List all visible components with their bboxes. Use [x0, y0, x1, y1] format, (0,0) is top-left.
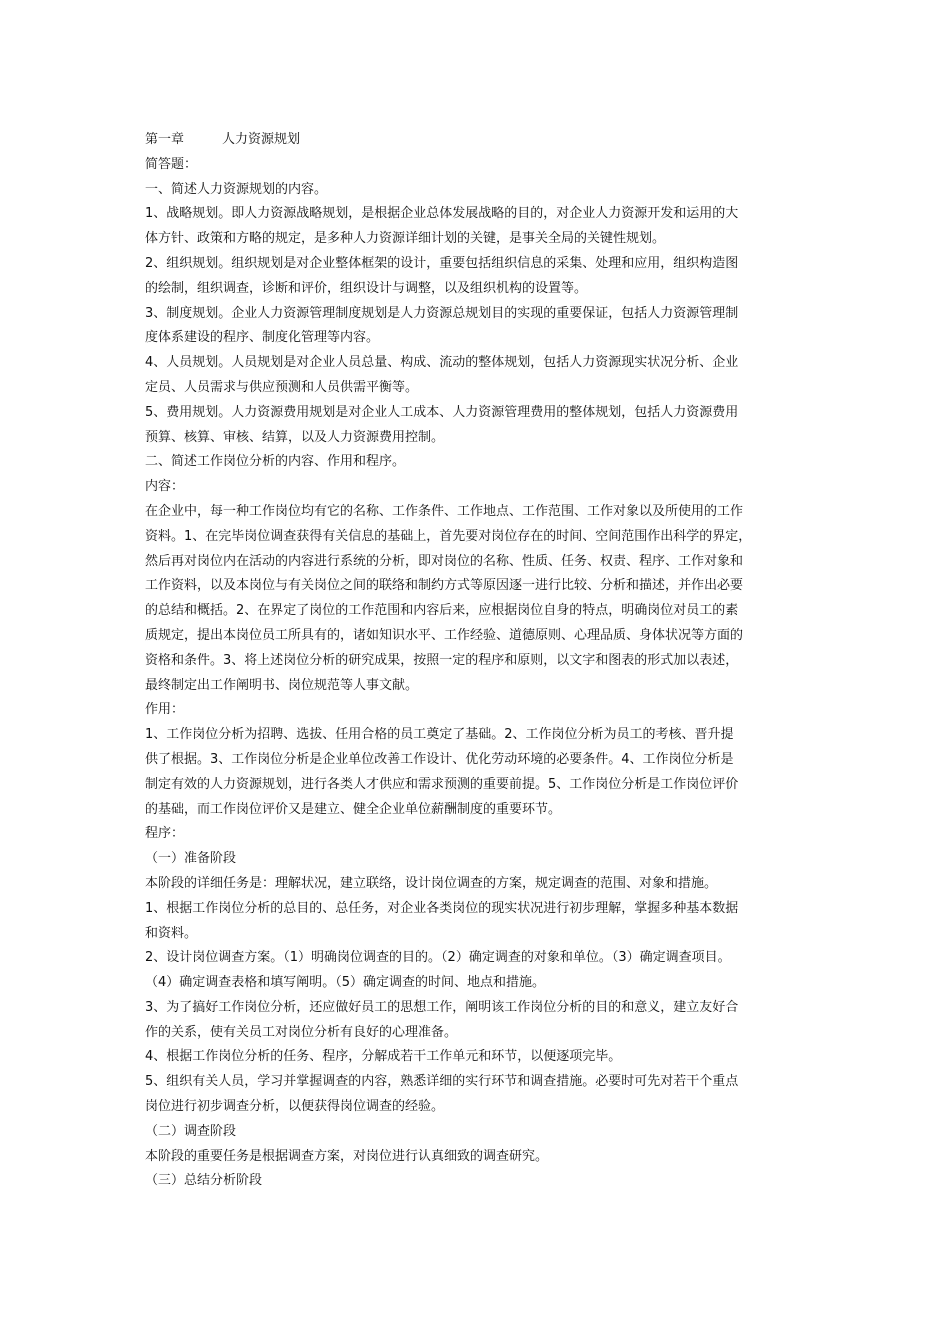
text-line: 质规定，提出本岗位员工所具有的，诸如知识水平、工作经验、道德原则、心理品质、身体状况等方面的 [145, 627, 744, 643]
text-line: 资格和条件。3、将上述岗位分析的研究成果，按照一定的程序和原则，以文字和图表的形式加以表述， [145, 652, 739, 668]
text-line: 程序： [145, 826, 185, 842]
text-line: 本阶段的重要任务是根据调查方案，对岗位进行认真细致的调查研究。 [145, 1148, 549, 1164]
text-line: 然后再对岗位内在活动的内容进行系统的分析，即对岗位的名称、性质、任务、权责、程序、工作对象和 [145, 553, 744, 569]
text-line: 预算、核算、审核、结算，以及人力资源费用控制。 [145, 429, 445, 445]
text-line: 的总结和概括。2、在界定了岗位的工作范围和内容后来，应根据岗位自身的特点，明确岗位对员工的素 [145, 603, 739, 619]
text-line: 1、根据工作岗位分析的总目的、总任务，对企业各类岗位的现实状况进行初步理解，掌握多种基本数据 [145, 900, 739, 916]
text-line: 作的关系，使有关员工对岗位分析有良好的心理准备。 [145, 1024, 458, 1040]
chapter-number: 第一章 [145, 132, 185, 147]
chapter-heading [145, 128, 815, 153]
text-line: 工作资料，以及本岗位与有关岗位之间的联络和制约方式等原因逐一进行比较、分析和描述，并作出必要 [145, 578, 744, 594]
text-line: 5、费用规划。人力资源费用规划是对企业人工成本、人力资源管理费用的整体规划，包括人力资源费用 [145, 404, 739, 420]
text-line: 2、设计岗位调查方案。（1）明确岗位调查的目的。（2）确定调查的对象和单位。（3）确定调查项目。 [145, 950, 731, 966]
text-line: 岗位进行初步调查分析，以便获得岗位调查的经验。 [145, 1099, 445, 1115]
text-line: 制定有效的人力资源规划，进行各类人才供应和需求预测的重要前提。5、工作岗位分析是工作岗位评价 [145, 776, 739, 792]
text-line: 最终制定出工作阐明书、岗位规范等人事文献。 [145, 677, 419, 693]
text-line: 和资料。 [145, 925, 198, 941]
document-body [145, 128, 815, 1194]
text-line: 一、简述人力资源规划的内容。 [145, 181, 328, 197]
text-line: 简答题： [145, 156, 198, 172]
text-line: （二）调查阶段 [145, 1123, 237, 1139]
text-line: 4、根据工作岗位分析的任务、程序，分解成若干工作单元和环节，以便逐项完毕。 [145, 1049, 622, 1065]
text-line: 的基础，而工作岗位评价又是建立、健全企业单位薪酬制度的重要环节。 [145, 801, 562, 817]
text-line: 内容： [145, 479, 185, 495]
text-line: （4）确定调查表格和填写阐明。（5）确定调查的时间、地点和措施。 [145, 975, 546, 991]
text-line: 3、为了搞好工作岗位分析，还应做好员工的思想工作，阐明该工作岗位分析的目的和意义，建立友好合 [145, 999, 739, 1015]
text-line: 4、人员规划。人员规划是对企业人员总量、构成、流动的整体规划，包括人力资源现实状况分析、企业 [145, 355, 739, 371]
text-line: 供了根据。3、工作岗位分析是企业单位改善工作设计、优化劳动环境的必要条件。4、工作岗位分析是 [145, 751, 734, 767]
text-line: 作用： [145, 702, 185, 718]
text-line: 资料。1、在完毕岗位调查获得有关信息的基础上，首先要对岗位存在的时间、空间范围作出科学的界定， [145, 528, 752, 544]
text-line: 本阶段的详细任务是：理解状况，建立联络，设计岗位调查的方案，规定调查的范围、对象和措施。 [145, 875, 718, 891]
text-line: （三）总结分析阶段 [145, 1173, 263, 1189]
text-line: 5、组织有关人员，学习并掌握调查的内容，熟悉详细的实行环节和调查措施。必要时可先对若干个重点 [145, 1074, 739, 1090]
text-lines [145, 153, 815, 1194]
text-line: 度体系建设的程序、制度化管理等内容。 [145, 330, 380, 346]
text-line: 二、简述工作岗位分析的内容、作用和程序。 [145, 454, 406, 470]
text-line: （一）准备阶段 [145, 851, 237, 867]
text-line: 在企业中，每一种工作岗位均有它的名称、工作条件、工作地点、工作范围、工作对象以及所使用的工作 [145, 503, 744, 519]
text-line: 定员、人员需求与供应预测和人员供需平衡等。 [145, 379, 419, 395]
text-line: 1、工作岗位分析为招聘、选拔、任用合格的员工奠定了基础。2、工作岗位分析为员工的考核、晋升提 [145, 727, 734, 743]
text-line: 1、战略规划。即人力资源战略规划，是根据企业总体发展战略的目的，对企业人力资源开发和运用的大 [145, 206, 739, 222]
text-line: 的绘制，组织调查，诊断和评价，组织设计与调整，以及组织机构的设置等。 [145, 280, 588, 296]
text-line: 体方针、政策和方略的规定，是多种人力资源详细计划的关键，是事关全局的关键性规划。 [145, 231, 666, 247]
chapter-title: 人力资源规划 [222, 132, 301, 147]
text-line: 3、制度规划。企业人力资源管理制度规划是人力资源总规划目的实现的重要保证，包括人力资源管理制 [145, 305, 739, 321]
text-line: 2、组织规划。组织规划是对企业整体框架的设计，重要包括组织信息的采集、处理和应用，组织构造图 [145, 255, 739, 271]
